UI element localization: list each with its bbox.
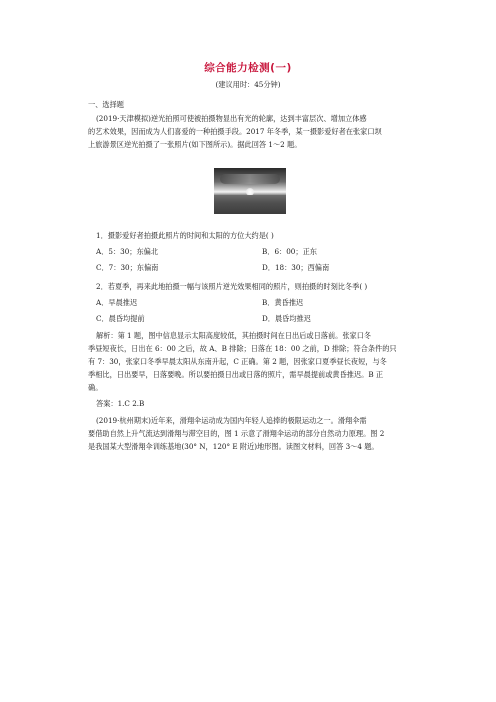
analysis-line: 确。 xyxy=(88,383,103,392)
question-1-stem: 1．摄影爱好者拍摄此照片的时间和太阳的方位大约是( ) xyxy=(96,231,274,240)
answer-line: 答案：1.C 2.B xyxy=(96,399,145,408)
page-title: 综合能力检测(一) xyxy=(204,62,292,74)
intro1-line: (2019·天津模拟)逆光拍照可使被拍摄物显出有光的轮廓，达到丰富层次、增加立体感 xyxy=(96,114,367,123)
q2-option-b: B．黄昏推迟 xyxy=(262,298,304,307)
q2-option-d: D．晨昏均推迟 xyxy=(262,314,311,323)
analysis-line: 季相比，日出要早，日落要晚。所以要拍摄日出或日落的照片，需早晨提前或黄昏推迟。B 正 xyxy=(88,370,384,379)
intro1-line: 的艺术效果，因而成为人们喜爱的一种拍摄手段。2017 年冬季，某一摄影爱好者在张家口坝 xyxy=(88,127,382,136)
analysis-line: 有 7：30，张家口冬季早晨太阳从东南升起，C 正确。第 2 题，因张家口夏季昼长夜短，与冬 xyxy=(88,357,387,366)
intro2-line: 是我国某大型滑翔伞训练基地(30° N，120° E 附近)地形图。读图文材料，回答 3～4 题。 xyxy=(88,442,379,451)
analysis-line: 解析：第 1 题，图中信息显示太阳高度较低，其拍摄时间在日出后或日落前。张家口冬 xyxy=(96,331,372,340)
photo-ground xyxy=(214,195,286,214)
section-heading: 一、选择题 xyxy=(88,100,124,109)
intro2-line: (2019·杭州期末)近年来，滑翔伞运动成为国内年轻人追捧的极限运动之一。滑翔伞需 xyxy=(96,416,367,425)
photo-clouds xyxy=(220,174,280,184)
analysis-line: 季昼短夜长，日出在 6：00 之后，故 A、B 排除；日落在 18：00 之前，D 排除；符合条件的只 xyxy=(88,344,397,353)
q1-option-b: B．6：00；正东 xyxy=(262,247,317,256)
q1-option-c: C．7：30；东偏南 xyxy=(96,263,159,272)
intro2-line: 要借助自然上升气流达到滑翔与滞空目的，图 1 示意了滑翔伞运动的部分自然动力原理。图 2 xyxy=(88,429,385,438)
q1-option-a: A．5：30；东偏北 xyxy=(96,247,159,256)
suggested-time: (建议用时：45分钟) xyxy=(215,80,281,89)
q2-option-a: A．早晨推迟 xyxy=(96,298,138,307)
q1-option-d: D．18：30；西偏南 xyxy=(262,263,330,272)
question-2-stem: 2．若夏季，再来此地拍摄一幅与该照片逆光效果相同的照片，则拍摄的时刻比冬季( ) xyxy=(96,282,368,291)
intro1-line: 上旅游景区逆光拍摄了一张照片(如下图所示)。据此回答 1～2 题。 xyxy=(88,140,302,149)
backlit-photo xyxy=(214,168,286,214)
q2-option-c: C．晨昏均提前 xyxy=(96,314,145,323)
